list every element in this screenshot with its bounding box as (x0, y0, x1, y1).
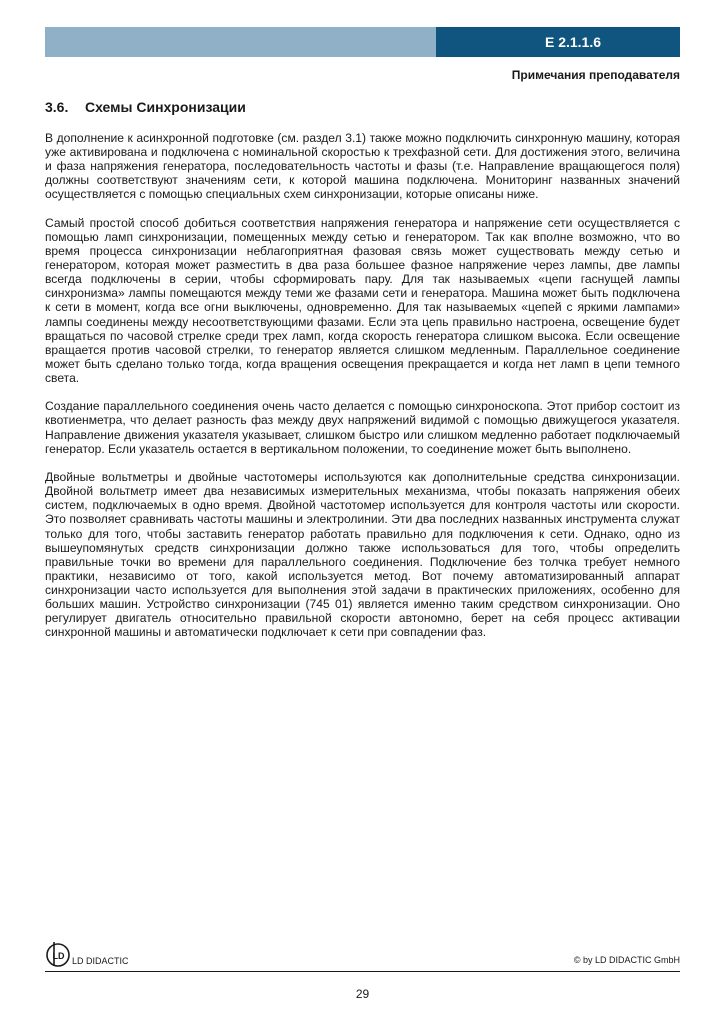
logo-text: LD DIDACTIC (72, 956, 129, 966)
section-heading (45, 99, 246, 115)
section-title: Схемы Синхронизации (85, 99, 246, 115)
paragraph: Самый простой способ добиться соответствия напряжения генератора и напряжение сети осуществляется с помощью ламп синхронизации, помещенных между сетью и генератором. Так как вполне возможно, что во время процесса синхронизации неблагоприятная фазовая связь может существовать между сетью и генератором, которая может разместить в два раза большее фазное напряжение через лампы, две лампы всегда подключены в серии, чтобы сформировать пару. Для так называемых «цепи гаснущей лампы синхронизма» лампы помещаются между теми же фазами сети и генератора. Машина может быть подключена к сети в момент, когда все огни выключены, одновременно. Для так называемых «цепей с яркими лампами» лампы соединены между несоответствующими фазами. Если эта цепь правильно настроена, освещение будет вращаться по часовой стрелке среди трех ламп, когда скорость генератора слишком высока. Если освещение вращается против часовой стрелки, то генератор является слишком медленным. Параллельное соединение может быть сделано только тогда, когда вращения освещения прекращается и когда нет ламп в цепи темного света. (45, 215, 680, 385)
body-text (45, 131, 680, 654)
page-number: 29 (355, 987, 370, 1001)
paragraph: Создание параллельного соединения очень часто делается с помощью синхроноскопа. Этот прибор состоит из квотиенметра, что делает разность фаз между двух напряжений видимой с помощью движущегося указателя. Направление движения указателя указывает, слишком быстро или слишком медленно работает подключаемый генератор. Если указатель остается в вертикальном положении, то соединение может быть выполнено. (45, 399, 680, 456)
copyright: © by LD DIDACTIC GmbH (573, 955, 680, 965)
footer-divider (45, 971, 680, 972)
section-number: 3.6. (45, 99, 69, 115)
header-bar-light (45, 27, 436, 57)
logo-mark-text: LD (52, 951, 65, 961)
paragraph: В дополнение к асинхронной подготовке (см. раздел 3.1) также можно подключить синхронную машину, которая уже активирована и подключена с номинальной скоростью к трехфазной сети. Для достижения этого, величина и фаза напряжения генератора, последовательность частоты и фазы (т.е. Направление вращающегося поля) должны соответствуют значениям сети, к которой машина подключена. Мониторинг названных значений осуществляется с помощью специальных схем синхронизации, которые описаны ниже. (45, 131, 680, 202)
header-bar (45, 27, 680, 57)
ld-didactic-logo (45, 940, 129, 968)
teacher-notes-label: Примечания преподавателя (511, 68, 680, 82)
document-code: E 2.1.1.6 (436, 27, 680, 57)
ld-logo-icon (45, 940, 71, 968)
paragraph: Двойные вольтметры и двойные частотомеры используются как дополнительные средства синхронизации. Двойной вольтметр имеет два независимых измерительных механизма, чтобы показать напряжения обеих систем, подключаемых в одно время. Двойной частотомер используется для контроля частоты или скорости. Это позволяет сравнивать частоты машины и электролинии. Эти два последних названных инструмента служат только для того, чтобы заставить генератор работать правильно для подключения к сети. Однако, одно из вышеупомянутых средств синхронизации должно также использоваться для того, чтобы определить правильные точки во времени для параллельного соединения. Подключение без толчка требует немного практики, независимо от того, какой используется метод. Вот почему автоматизированный аппарат синхронизации часто используется для выполнения этой задачи в практических приложениях, особенно для больших машин. Устройство синхронизации (745 01) является именно таким средством синхронизации. Оно регулирует двигатель относительно правильной скорости автономно, берет на себя процесс активации синхронной машины и автоматически подключает к сети при совпадении фаз. (45, 470, 680, 640)
